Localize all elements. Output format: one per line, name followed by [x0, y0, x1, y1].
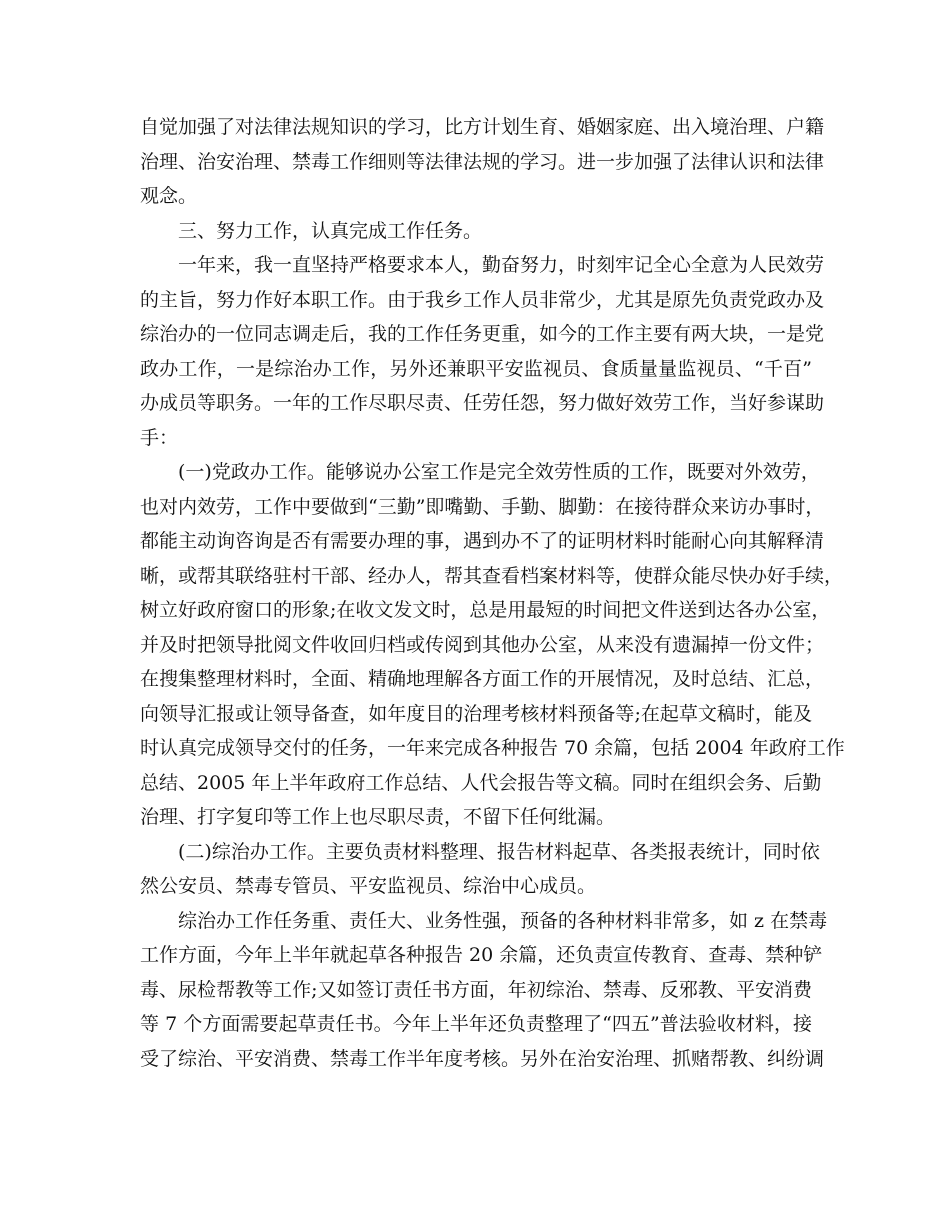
- text-line: 向领导汇报或让领导备查，如年度目的治理考核材料预备等;在起草文稿时，能及: [140, 702, 812, 725]
- text-line: 治理、打字复印等工作上也尽职尽责，不留下任何纰漏。: [140, 806, 616, 828]
- text-line: 总结、2005 年上半年政府工作总结、人代会报告等文稿。同时在组织会务、后勤: [140, 771, 822, 794]
- text-line: 政办工作，一是综治办工作，另外还兼职平安监视员、食质量量监视员、“千百”: [140, 357, 812, 380]
- text-line: 都能主动询咨询是否有需要办理的事，遇到办不了的证明材料时能耐心向其解释清: [140, 530, 825, 552]
- text-line: 并及时把领导批阅文件收回归档或传阅到其他办公室，从来没有遗漏掉一份文件；: [140, 633, 825, 656]
- text-line: 然公安员、禁毒专管员、平安监视员、综治中心成员。: [140, 875, 597, 897]
- text-line: 三、努力工作，认真完成工作任务。: [178, 219, 483, 242]
- text-line: (二)综治办工作。主要负责材料整理、报告材料起草、各类报表统计，同时依: [178, 840, 820, 863]
- text-line: 受了综治、平安消费、禁毒工作半年度考核。另外在治安治理、抓赌帮教、纠纷调: [140, 1047, 825, 1070]
- text-line: 也对内效劳，工作中要做到“三勤”即嘴勤、手勤、脚勤：在接待群众来访办事时，: [140, 495, 825, 518]
- text-line: 观念。: [140, 185, 198, 207]
- text-line: 晰，或帮其联络驻村干部、经办人，帮其查看档案材料等，使群众能尽快办好手续，: [140, 564, 844, 587]
- text-line: 时认真完成领导交付的任务，一年来完成各种报告 70 余篇，包括 2004 年政府工作: [140, 737, 845, 759]
- text-line: 治理、治安治理、禁毒工作细则等法律法规的学习。进一步加强了法律认识和法律: [140, 150, 825, 173]
- text-line: 综治办的一位同志调走后，我的工作任务更重，如今的工作主要有两大块，一是党: [140, 323, 825, 345]
- text-line: (一)党政办工作。能够说办公室工作是完全效劳性质的工作，既要对外效劳，: [178, 461, 820, 483]
- text-line: 办成员等职务。一年的工作尽职尽责、任劳任怨，努力做好效劳工作，当好参谋助: [140, 392, 825, 414]
- text-line: 在搜集整理材料时，全面、精确地理解各方面工作的开展情况，及时总结、汇总，: [140, 668, 825, 690]
- text-line: 等 7 个方面需要起草责任书。今年上半年还负责整理了“四五”普法验收材料，接: [140, 1013, 812, 1035]
- text-line: 自觉加强了对法律法规知识的学习，比方计划生育、婚姻家庭、出入境治理、户籍: [140, 116, 825, 138]
- text-line: 的主旨，努力作好本职工作。由于我乡工作人员非常少，尤其是原先负责党政办及: [140, 288, 825, 311]
- text-line: 一年来，我一直坚持严格要求本人，勤奋努力，时刻牢记全心全意为人民效劳: [178, 254, 825, 276]
- text-line: 树立好政府窗口的形象;在收文发文时，总是用最短的时间把文件送到达各办公室，: [140, 599, 831, 621]
- text-line: 综治办工作任务重、责任大、业务性强，预备的各种材料非常多，如 z 在禁毒: [178, 909, 828, 932]
- text-line: 手：: [140, 426, 179, 449]
- text-line: 毒、尿检帮教等工作;又如签订责任书方面，年初综治、禁毒、反邪教、平安消费: [140, 978, 812, 1001]
- text-line: 工作方面，今年上半年就起草各种报告 20 余篇，还负责宣传教育、查毒、禁种铲: [140, 944, 823, 966]
- document-body: [140, 110, 845, 1076]
